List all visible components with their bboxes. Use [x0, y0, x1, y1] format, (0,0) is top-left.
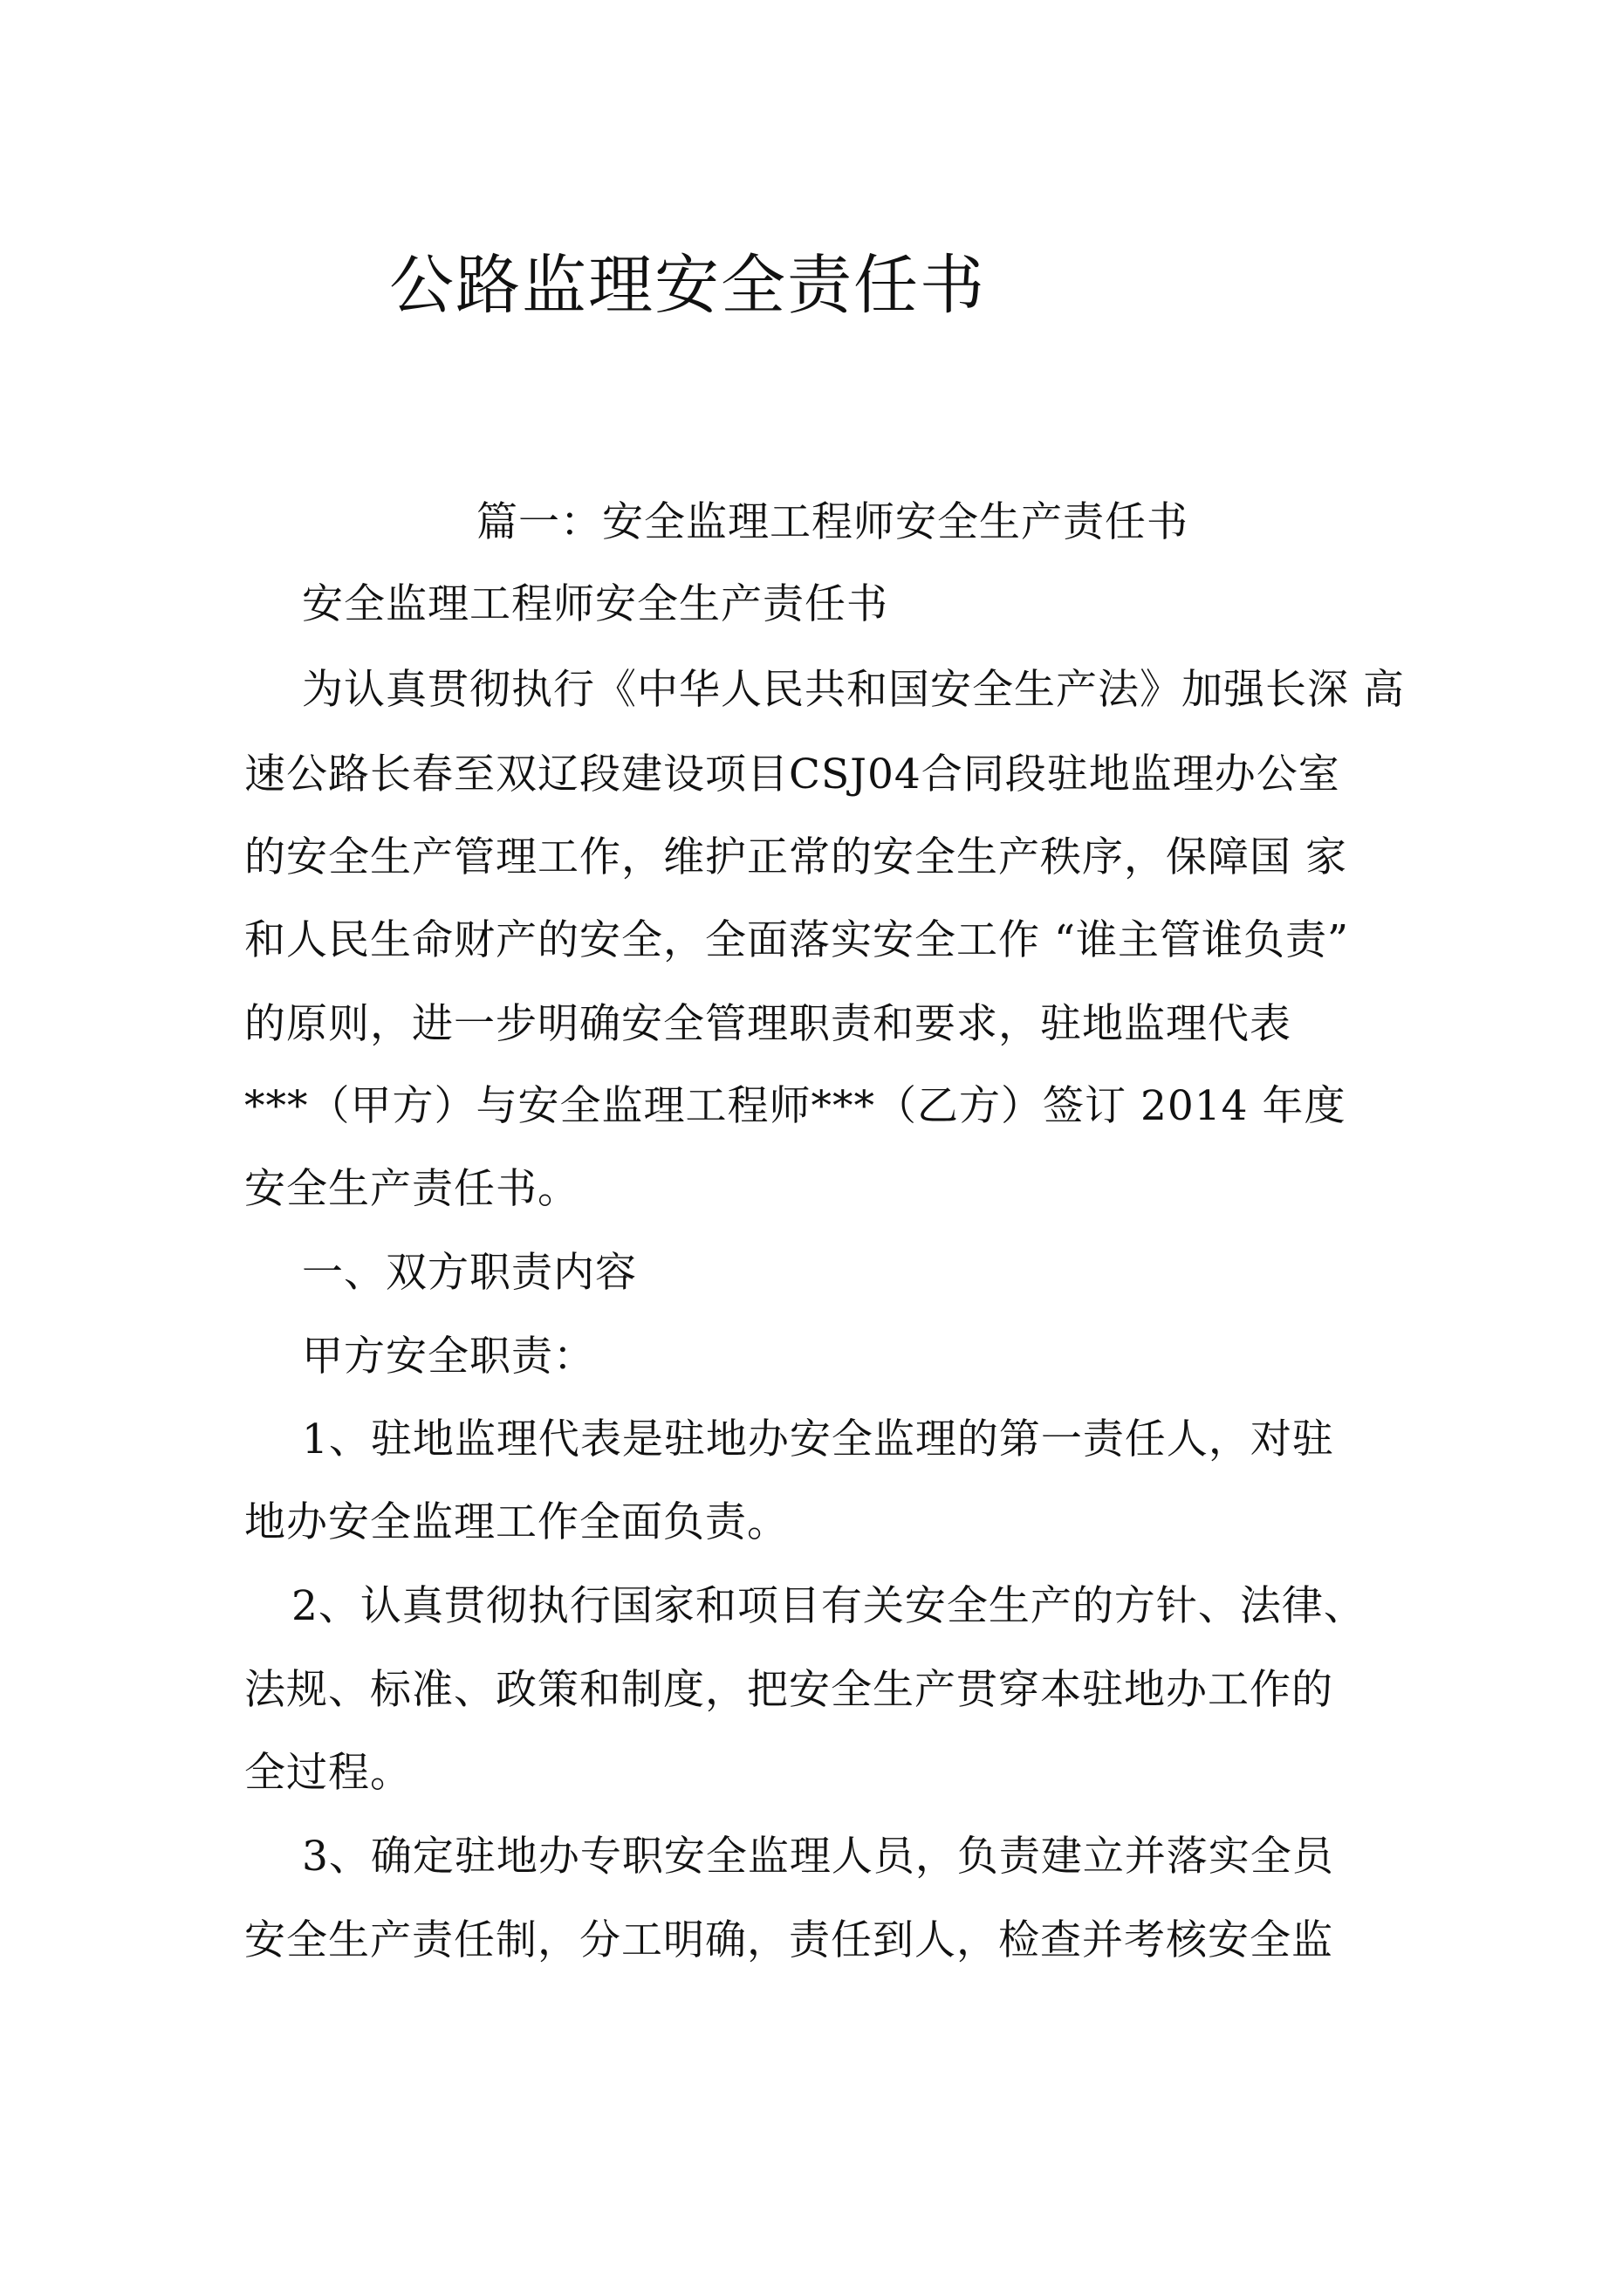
paragraph-line: 地办安全监理工作全面负责。: [244, 1498, 789, 1546]
paragraph-line: 3、确定驻地办专职安全监理人员，负责建立并落实全员: [302, 1833, 1334, 1881]
paragraph-line: 一、双方职责内容: [302, 1249, 637, 1297]
paragraph-line: 为认真贯彻执行《中华人民共和国安全生产法》加强长深 高: [302, 666, 1405, 714]
paragraph-line: 安全生产责任书。: [244, 1165, 579, 1213]
paragraph-line: 2、认真贯彻执行国家和项目有关安全生产的方针、法律、: [291, 1582, 1366, 1630]
paragraph-line: 和人民生命财产的安全，全面落实安全工作 “谁主管谁负责”: [244, 916, 1349, 964]
paragraph-line: ***（甲方）与安全监理工程师***（乙方）签订 2014 年度: [244, 1082, 1346, 1130]
document-title: 公路监理安全责任书: [389, 248, 986, 323]
paragraph-line: 全过程。: [244, 1749, 412, 1797]
paragraph-line: 法规、标准、政策和制度，把安全生产贯穿本驻地办工作的: [244, 1666, 1333, 1714]
paragraph-line: 安全生产责任制，分工明确，责任到人，检查并考核安全监: [244, 1916, 1333, 1964]
paragraph-line: 速公路长春至双辽段建设项目CSJ04合同段驻地监理办公室: [244, 750, 1340, 798]
paragraph-line: 的安全生产管理工作，维护正常的安全生产秩序，保障国 家: [244, 833, 1347, 881]
paragraph-line: 甲方安全职责：: [302, 1333, 595, 1381]
paragraph-line: 安全监理工程师安全生产责任书: [302, 580, 888, 628]
section-heading: 篇一：安全监理工程师安全生产责任书: [476, 498, 1188, 546]
paragraph-line: 的原则，进一步明确安全管理职责和要求，驻地监理代表: [244, 1000, 1291, 1048]
paragraph-line: 1、驻地监理代表是驻地办安全监理的第一责任人，对驻: [302, 1415, 1334, 1463]
